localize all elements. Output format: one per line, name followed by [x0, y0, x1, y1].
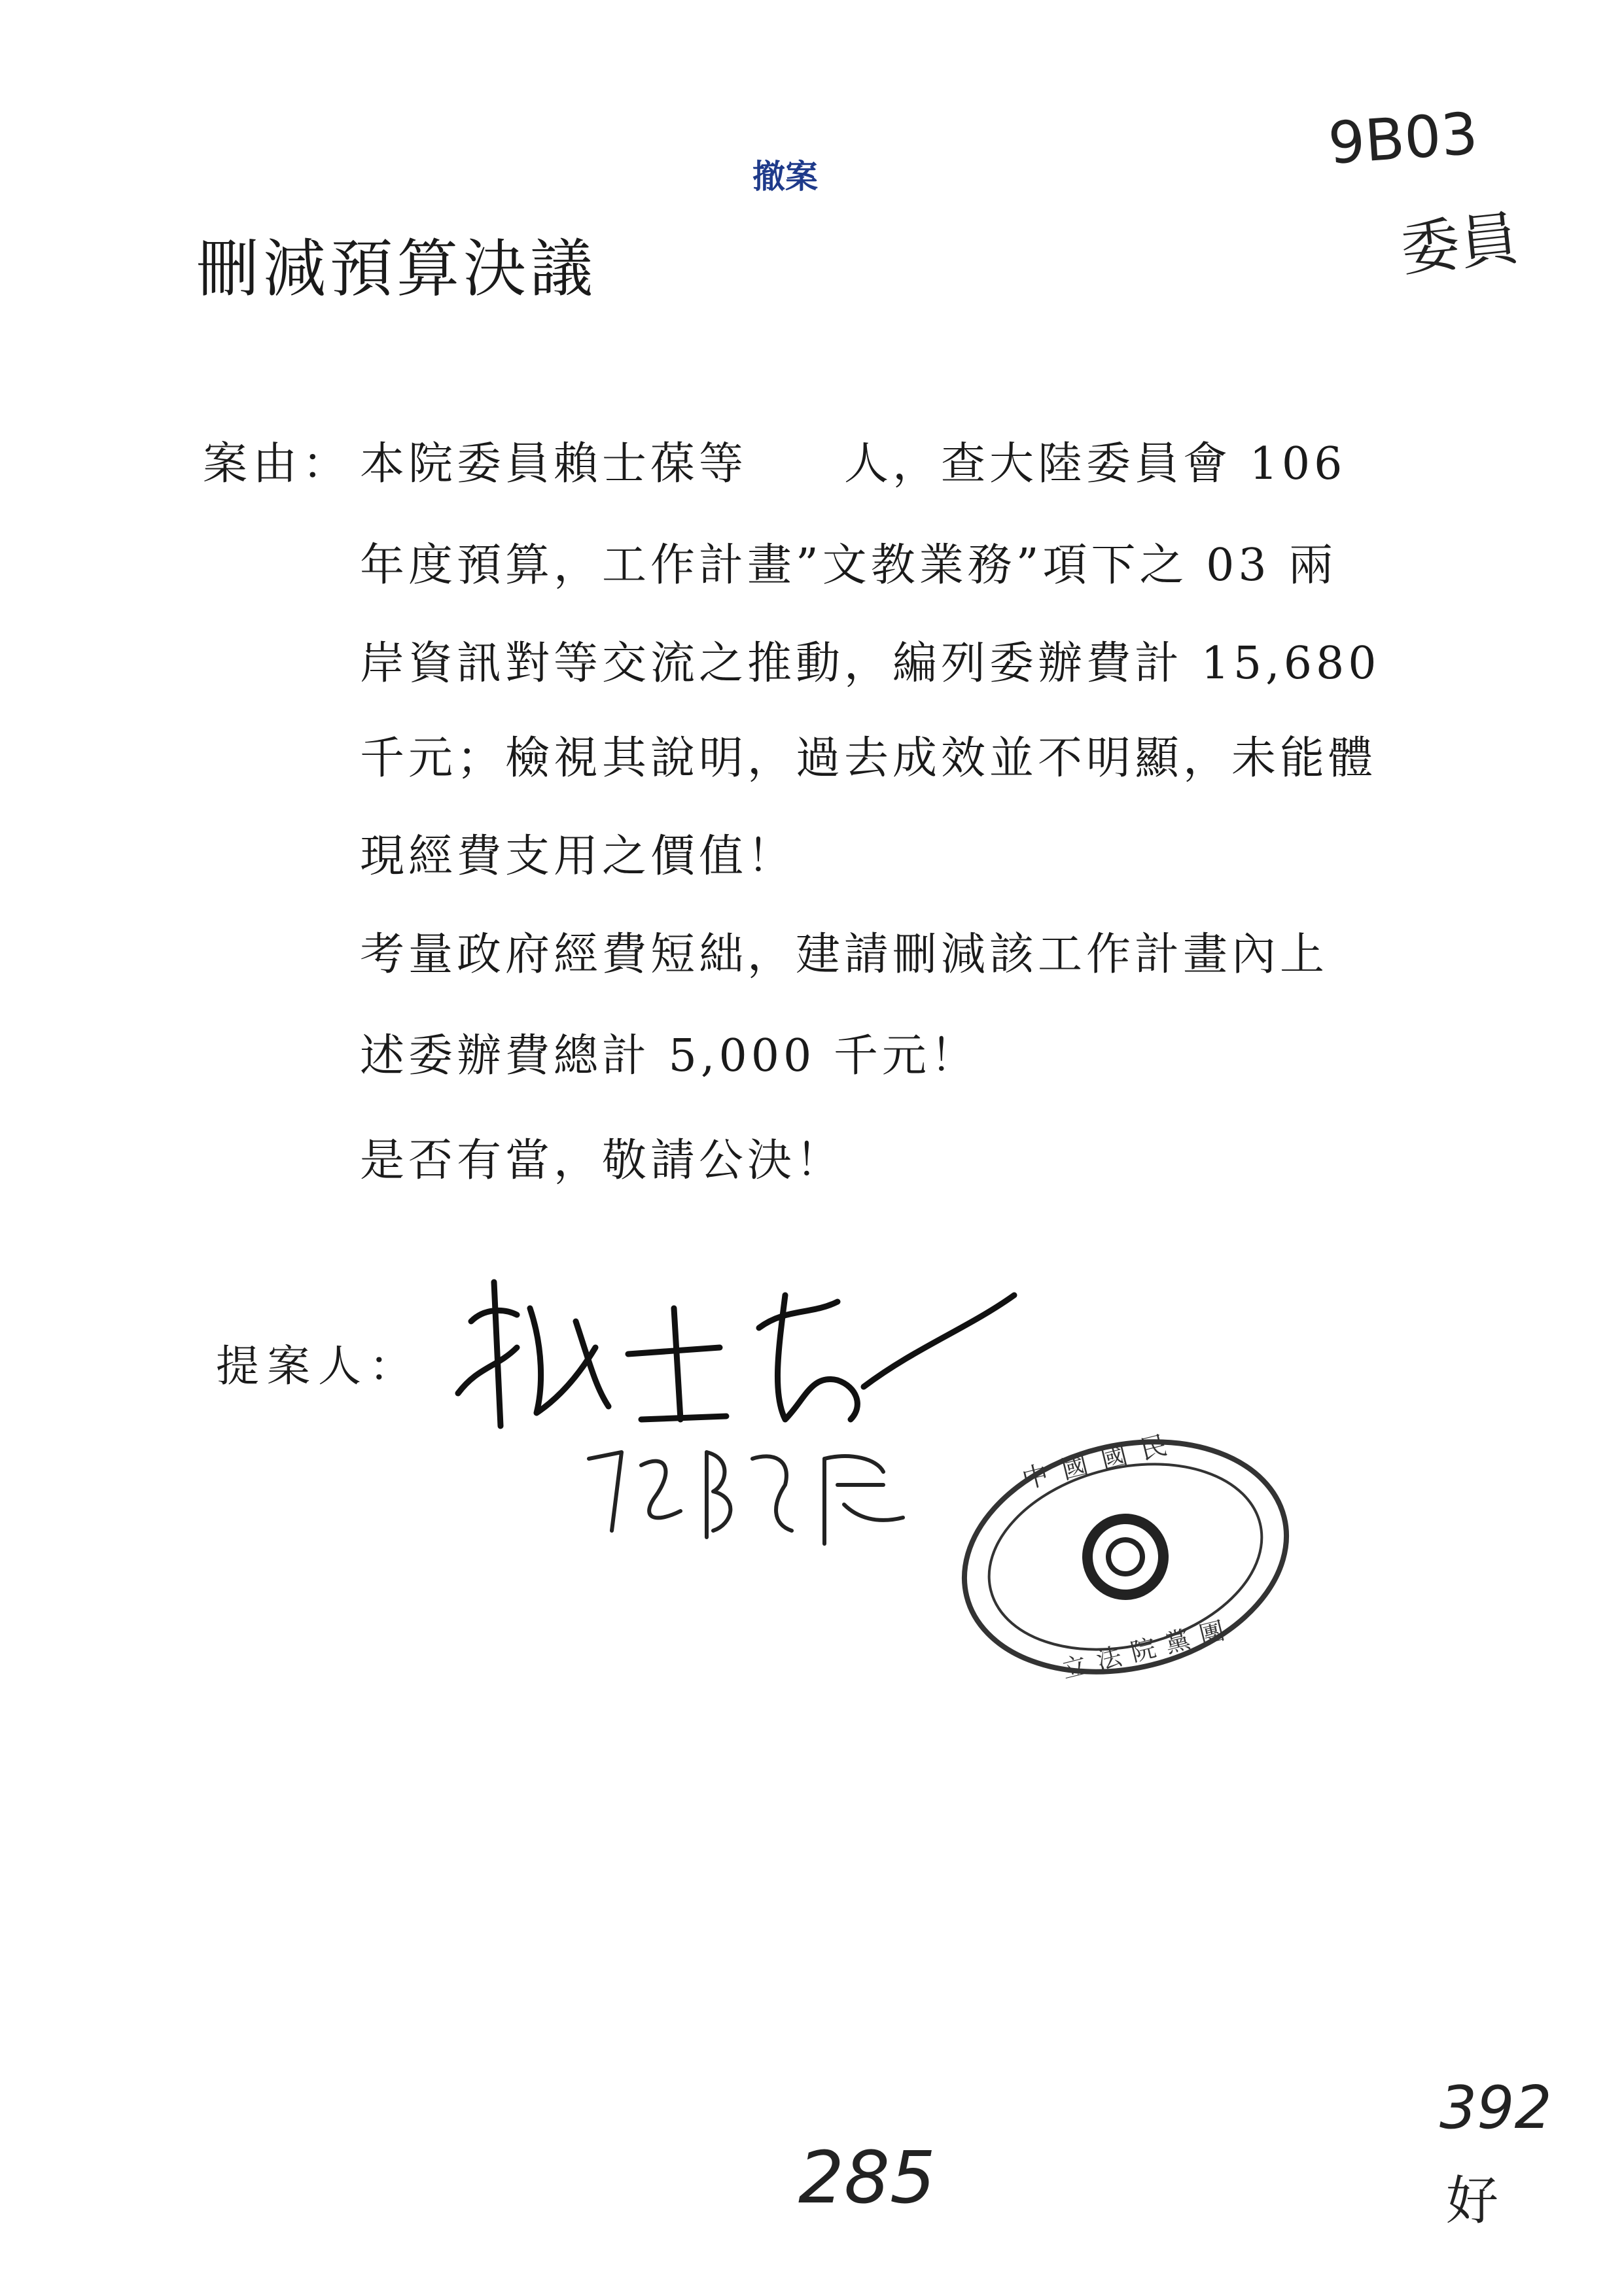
seal-bottom-text: 立法院黨團: [1059, 1613, 1238, 1684]
page-title: 刪減預算決議: [196, 232, 597, 305]
handwritten-side-number: 392: [1439, 2074, 1552, 2142]
reason-label: 案由：: [203, 438, 353, 490]
reason-line: 千元；檢視其說明，過去成效並不明顯，未能體: [360, 733, 1377, 784]
withdrawn-stamp-label: 撤案: [752, 158, 818, 196]
seal-top-text: 中國國民: [1019, 1427, 1184, 1495]
reason-line: 本院委員賴士葆等 人，查大陸委員會 106: [360, 438, 1347, 490]
party-caucus-seal: [942, 1419, 1309, 1694]
reason-line: 考量政府經費短絀，建請刪減該工作計畫內上: [360, 929, 1329, 981]
handwritten-note: 委員: [1397, 203, 1522, 285]
reason-line: 年度預算，工作計畫”文教業務”項下之 03 兩: [360, 540, 1337, 591]
handwritten-code: 9B03: [1326, 99, 1480, 177]
sun-emblem-icon: [1073, 1505, 1178, 1609]
handwritten-side-mark: 好: [1446, 2170, 1498, 2231]
reason-line: 現經費支用之價值！: [360, 831, 796, 882]
handwritten-page-number: 285: [798, 2136, 936, 2219]
reason-line: 是否有當，敬請公決！: [360, 1135, 845, 1187]
reason-line: 述委辦費總計 5,000 千元！: [360, 1030, 979, 1082]
reason-line: 岸資訊對等交流之推動，編列委辦費計 15,680: [360, 638, 1381, 689]
handwritten-signature: [576, 1433, 929, 1550]
proposer-label: 提案人：: [216, 1341, 420, 1391]
